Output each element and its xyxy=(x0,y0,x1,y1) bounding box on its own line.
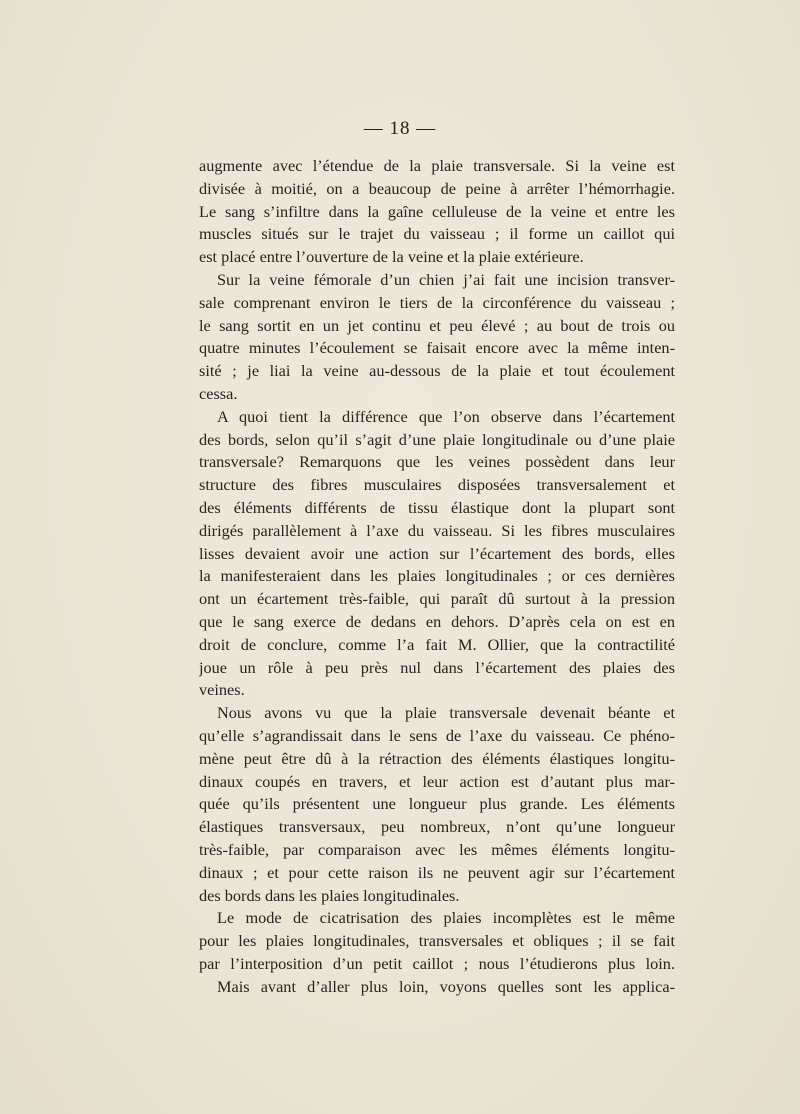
text-line: Le sang s’infiltre dans la gaîne celluleuse de la veine et entre les xyxy=(199,201,675,221)
text-line: joue un rôle à peu près nul dans l’écartement des plaies des xyxy=(199,657,675,677)
text-line: par l’interposition d’un petit caillot ; nous l’étudierons plus loin. xyxy=(199,953,675,973)
text-line: muscles situés sur le trajet du vaisseau ; il forme un caillot qui xyxy=(199,224,675,244)
text-line: la manifesteraient dans les plaies longitudinales ; or ces dernières xyxy=(199,566,675,586)
text-line: mène peut être dû à la rétraction des éléments élastiques longitu- xyxy=(199,748,675,768)
text-line: est placé entre l’ouverture de la veine et la plaie extérieure. xyxy=(199,247,584,267)
text-line: Le mode de cicatrisation des plaies incomplètes est le même xyxy=(217,908,675,928)
text-line: A quoi tient la différence que l’on observe dans l’écartement xyxy=(217,406,675,426)
text-line: élastiques transversaux, peu nombreux, n’ont qu’une longueur xyxy=(199,817,675,837)
text-line: Mais avant d’aller plus loin, voyons quelles sont les applica- xyxy=(217,976,675,996)
text-line: des éléments différents de tissu élastique dont la plupart sont xyxy=(199,497,675,517)
text-line: lisses devaient avoir une action sur l’écartement des bords, elles xyxy=(199,543,675,563)
body-text xyxy=(199,155,675,998)
text-line: transversale? Remarquons que les veines possèdent dans leur xyxy=(199,452,675,472)
text-line: des bords dans les plaies longitudinales. xyxy=(199,885,460,905)
text-line: dinaux coupés en travers, et leur action est d’autant plus mar- xyxy=(199,771,675,791)
text-line: Sur la veine fémorale d’un chien j’ai fait une incision transver- xyxy=(217,269,675,289)
text-line: quatre minutes l’écoulement se faisait encore avec la même inten- xyxy=(199,338,675,358)
text-line: dinaux ; et pour cette raison ils ne peuvent agir sur l’écartement xyxy=(199,862,675,882)
text-line: qu’elle s’agrandissait dans le sens de l’axe du vaisseau. Ce phéno- xyxy=(199,725,675,745)
page-number: — 18 — xyxy=(363,118,437,139)
text-line: sale comprenant environ le tiers de la circonférence du vaisseau ; xyxy=(199,292,675,312)
text-line: dirigés parallèlement à l’axe du vaisseau. Si les fibres musculaires xyxy=(199,520,675,540)
text-line: veines. xyxy=(199,680,245,700)
text-line: des bords, selon qu’il s’agit d’une plaie longitudinale ou d’une plaie xyxy=(199,429,675,449)
text-line: pour les plaies longitudinales, transversales et obliques ; il se fait xyxy=(199,931,675,951)
text-line: structure des fibres musculaires disposées transversalement et xyxy=(199,475,675,495)
text-line: cessa. xyxy=(199,383,238,403)
text-line: ont un écartement très-faible, qui paraît dû surtout à la pression xyxy=(199,589,675,609)
text-line: quée qu’ils présentent une longueur plus grande. Les éléments xyxy=(199,794,675,814)
text-line: augmente avec l’étendue de la plaie transversale. Si la veine est xyxy=(199,156,675,175)
text-line: divisée à moitié, on a beaucoup de peine à arrêter l’hémorrhagie. xyxy=(199,178,675,198)
text-line: le sang sortit en un jet continu et peu élevé ; au bout de trois ou xyxy=(199,315,675,335)
text-line: sité ; je liai la veine au-dessous de la plaie et tout écoulement xyxy=(199,361,675,381)
text-line: droit de conclure, comme l’a fait M. Ollier, que la contractilité xyxy=(199,634,675,654)
text-line: que le sang exerce de dedans en dehors. D’après cela on est en xyxy=(199,611,675,631)
text-line: très-faible, par comparaison avec les mêmes éléments longitu- xyxy=(199,839,675,859)
text-line: Nous avons vu que la plaie transversale devenait béante et xyxy=(217,703,675,723)
